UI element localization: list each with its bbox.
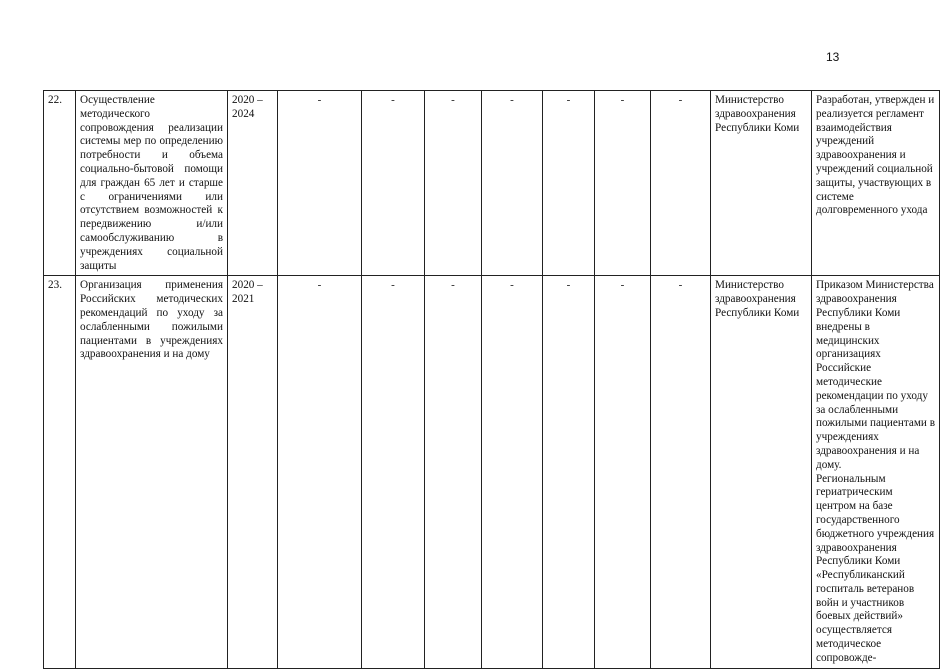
funding-cell: - <box>362 276 425 668</box>
funding-cell: - <box>595 91 651 276</box>
funding-cell: - <box>425 91 482 276</box>
funding-cell: - <box>651 91 711 276</box>
funding-cell: - <box>482 276 543 668</box>
table-row <box>44 91 940 276</box>
period: 2020 – 2024 <box>228 91 278 276</box>
expected-result: Разработан, утвержден и реализуется регламент взаимодействия учреждений здравоохранения и учреждений социальной защиты, участвующих в системе долговременного ухода <box>812 91 940 276</box>
row-number: 23. <box>44 276 76 668</box>
measure-name: Организация применения Российских методических рекомендаций по уходу за ослабленными пожилыми пациентами в учреждениях здравоохранения и на дому <box>76 276 228 668</box>
measures-table <box>43 90 940 669</box>
funding-cell: - <box>482 91 543 276</box>
table-row <box>44 276 940 668</box>
row-number: 22. <box>44 91 76 276</box>
expected-result: Приказом Министерства здравоохранения Республики Коми внедрены в медицинских организациях Российские методические рекомендации по уходу за ослабленными пожилыми пациентами в учреждениях здравоохранения и на дому. Региональным гериатрическим центром на базе государственного бюджетного учреждения здравоохранения Республики Коми «Республиканский госпиталь ветеранов войн и участников боевых действий» осуществляется методическое сопровожде- <box>812 276 940 668</box>
funding-cell: - <box>362 91 425 276</box>
funding-cell: - <box>278 91 362 276</box>
page-number: 13 <box>826 50 840 64</box>
funding-cell: - <box>543 276 595 668</box>
funding-cell: - <box>278 276 362 668</box>
period: 2020 – 2021 <box>228 276 278 668</box>
funding-cell: - <box>425 276 482 668</box>
funding-cell: - <box>651 276 711 668</box>
measure-name: Осуществление методического сопровождения реализации системы мер по определению потребности и объема социально-бытовой помощи для граждан 65 лет и старше с ограничениями или отсутствием возможностей к передвижению и/или самообслуживанию в учреждениях социальной защиты <box>76 91 228 276</box>
executor: Министерство здравоохранения Республики Коми <box>711 91 812 276</box>
funding-cell: - <box>543 91 595 276</box>
funding-cell: - <box>595 276 651 668</box>
executor: Министерство здравоохранения Республики Коми <box>711 276 812 668</box>
